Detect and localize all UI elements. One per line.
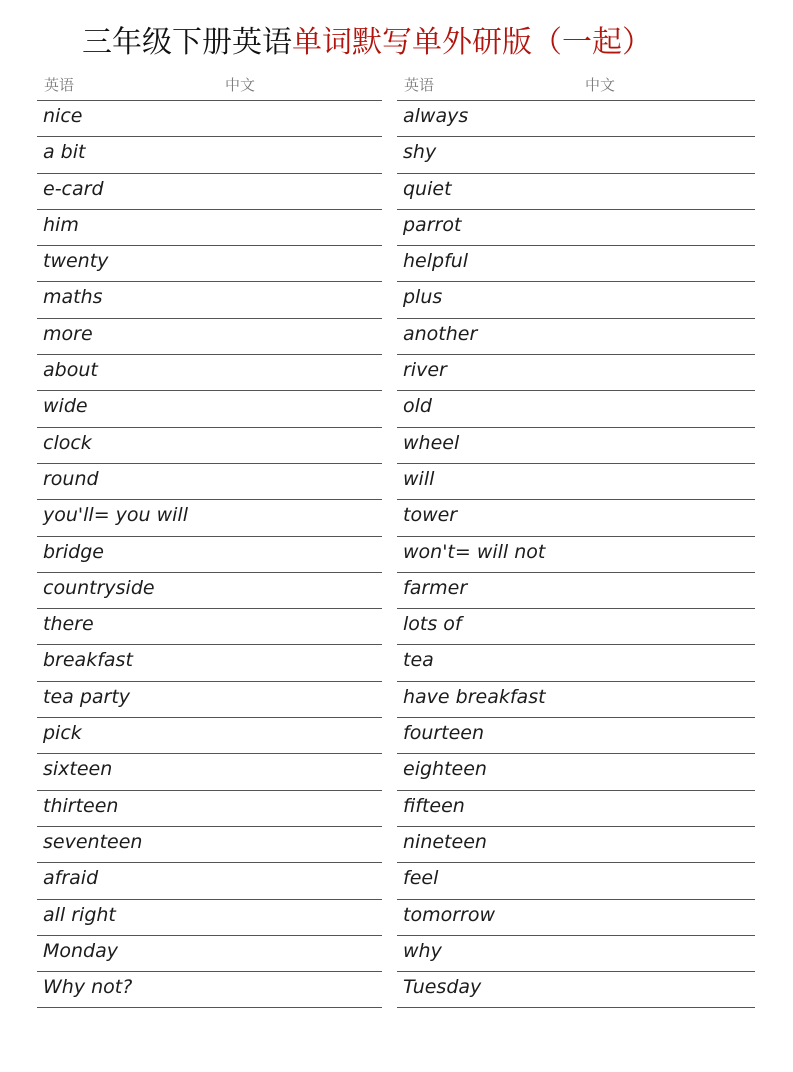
word-row bbox=[37, 863, 382, 899]
word-row bbox=[37, 718, 382, 754]
word-row bbox=[397, 101, 755, 137]
word-row bbox=[37, 972, 382, 1008]
word-row bbox=[397, 391, 755, 427]
english-word: have breakfast bbox=[403, 685, 546, 708]
english-word: quiet bbox=[403, 177, 452, 200]
word-row bbox=[397, 174, 755, 210]
word-row bbox=[37, 645, 382, 681]
english-word: Tuesday bbox=[403, 976, 482, 999]
english-word: there bbox=[43, 613, 94, 636]
english-word: parrot bbox=[403, 213, 462, 236]
word-row bbox=[397, 500, 755, 536]
word-row bbox=[397, 355, 755, 391]
chinese-header: 中文 bbox=[225, 76, 256, 94]
word-row bbox=[397, 863, 755, 899]
english-word: him bbox=[43, 213, 79, 236]
chinese-header: 中文 bbox=[585, 76, 616, 94]
english-word: plus bbox=[403, 286, 443, 309]
word-row bbox=[37, 428, 382, 464]
english-word: Monday bbox=[43, 939, 119, 962]
word-row bbox=[37, 355, 382, 391]
title-grade: 三年级下册英语 bbox=[82, 25, 292, 60]
english-word: eighteen bbox=[403, 758, 487, 781]
word-row bbox=[37, 246, 382, 282]
english-word: countryside bbox=[43, 576, 155, 599]
word-row bbox=[37, 682, 382, 718]
english-word: always bbox=[403, 105, 469, 127]
english-word: feel bbox=[403, 867, 439, 890]
english-word: pick bbox=[43, 722, 82, 745]
english-word: farmer bbox=[403, 576, 468, 599]
english-word: wide bbox=[43, 395, 88, 418]
word-row bbox=[397, 210, 755, 246]
english-word: more bbox=[43, 322, 93, 345]
word-row bbox=[397, 936, 755, 972]
word-row bbox=[37, 210, 382, 246]
english-word: Why not? bbox=[43, 976, 133, 999]
word-row bbox=[37, 573, 382, 609]
english-word: breakfast bbox=[43, 649, 133, 672]
english-word: tower bbox=[403, 504, 458, 527]
word-row bbox=[397, 682, 755, 718]
english-word: round bbox=[43, 467, 99, 490]
english-word: e-card bbox=[43, 177, 104, 200]
english-word: river bbox=[403, 359, 447, 382]
english-word: bridge bbox=[43, 540, 104, 563]
word-row bbox=[37, 900, 382, 936]
english-word: you'll= you will bbox=[43, 504, 188, 527]
word-row bbox=[397, 428, 755, 464]
page-title bbox=[82, 22, 652, 64]
right-word-column bbox=[397, 70, 755, 1008]
left-word-list bbox=[37, 101, 382, 1008]
word-row bbox=[397, 645, 755, 681]
word-row bbox=[397, 246, 755, 282]
english-word: old bbox=[403, 395, 432, 418]
word-row bbox=[397, 972, 755, 1008]
word-row bbox=[37, 537, 382, 573]
english-word: nice bbox=[43, 105, 83, 127]
english-word: maths bbox=[43, 286, 103, 309]
word-row bbox=[397, 827, 755, 863]
english-word: twenty bbox=[43, 250, 109, 273]
english-word: clock bbox=[43, 431, 92, 454]
word-row bbox=[397, 464, 755, 500]
word-row bbox=[397, 537, 755, 573]
word-row bbox=[397, 282, 755, 318]
english-word: wheel bbox=[403, 431, 460, 454]
word-row bbox=[397, 573, 755, 609]
word-row bbox=[37, 464, 382, 500]
english-word: fourteen bbox=[403, 722, 485, 745]
word-row bbox=[37, 101, 382, 137]
english-word: thirteen bbox=[43, 794, 119, 817]
word-row bbox=[37, 791, 382, 827]
left-column-header bbox=[37, 70, 382, 101]
word-row bbox=[397, 319, 755, 355]
english-word: nineteen bbox=[403, 830, 487, 853]
english-word: lots of bbox=[403, 613, 462, 636]
right-column-header bbox=[397, 70, 755, 101]
word-row bbox=[37, 500, 382, 536]
english-word: will bbox=[403, 467, 435, 490]
word-row bbox=[397, 791, 755, 827]
word-row bbox=[37, 391, 382, 427]
english-word: won't= will not bbox=[403, 540, 546, 563]
english-word: sixteen bbox=[43, 758, 113, 781]
word-row bbox=[397, 137, 755, 173]
word-row bbox=[397, 609, 755, 645]
word-row bbox=[37, 827, 382, 863]
word-row bbox=[37, 609, 382, 645]
title-subject: 单词默写单外研版（一起） bbox=[292, 25, 652, 60]
english-word: helpful bbox=[403, 250, 469, 273]
english-word: tea bbox=[403, 649, 434, 672]
english-word: seventeen bbox=[43, 830, 143, 853]
word-row bbox=[37, 282, 382, 318]
word-row bbox=[397, 900, 755, 936]
word-row bbox=[37, 137, 382, 173]
word-row bbox=[37, 174, 382, 210]
english-word: why bbox=[403, 939, 442, 962]
word-row bbox=[397, 718, 755, 754]
word-row bbox=[37, 936, 382, 972]
word-row bbox=[397, 754, 755, 790]
right-word-list bbox=[397, 101, 755, 1008]
english-word: afraid bbox=[43, 867, 99, 890]
english-header: 英语 bbox=[404, 76, 435, 94]
word-row bbox=[37, 754, 382, 790]
left-word-column bbox=[37, 70, 382, 1008]
word-row bbox=[37, 319, 382, 355]
english-header: 英语 bbox=[44, 76, 75, 94]
english-word: fifteen bbox=[403, 794, 465, 817]
english-word: a bit bbox=[43, 141, 86, 164]
english-word: all right bbox=[43, 903, 116, 926]
english-word: about bbox=[43, 359, 98, 382]
english-word: tea party bbox=[43, 685, 131, 708]
english-word: shy bbox=[403, 141, 437, 164]
english-word: tomorrow bbox=[403, 903, 495, 926]
english-word: another bbox=[403, 322, 478, 345]
